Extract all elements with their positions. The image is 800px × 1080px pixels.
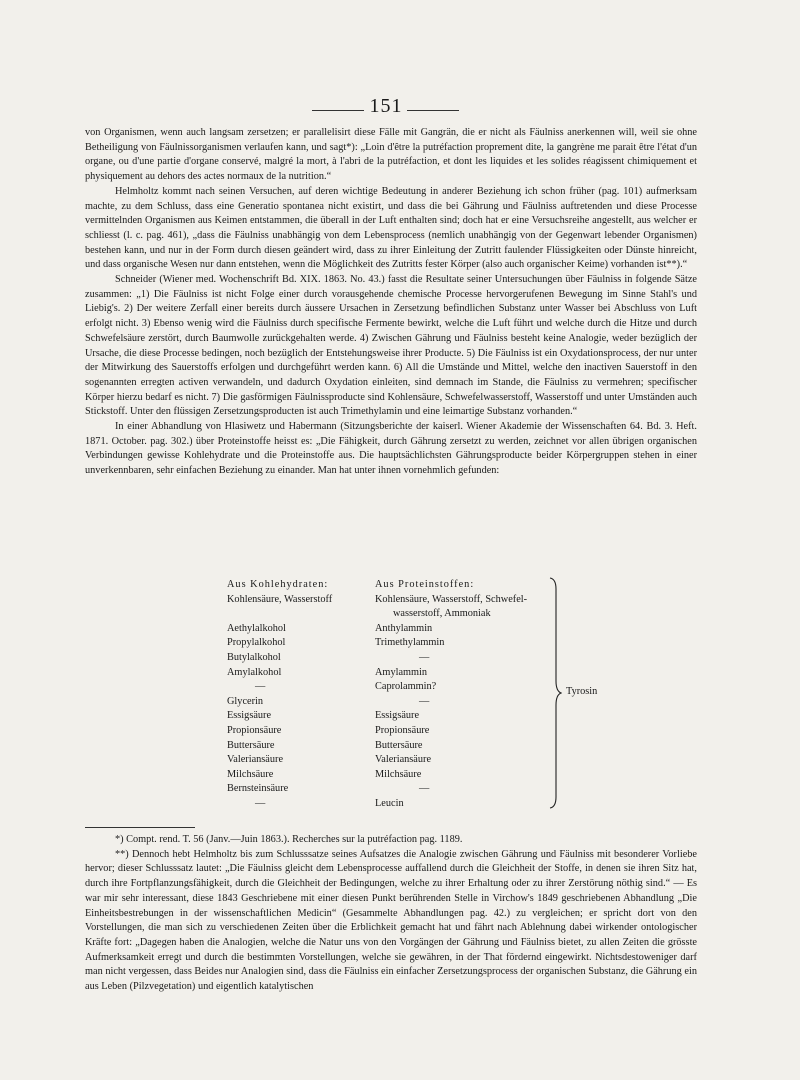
table-column-carbohydrates	[227, 578, 377, 812]
paragraph-2: Helmholtz kommt nach seinen Versuchen, auf deren wichtige Bedeutung in anderer Beziehung ich schon früher (pag. 101) aufmerksam machte, zu dem Schluss, dass eine Generatio spontanea nicht existirt, und dass die bei Gährung und Fäulniss auftretenden und diese Processe vermittelnden Organismen aus Keimen entstammen, die überall in der Luft enthalten sind; doch hat er eine Versuchsreihe angestellt, aus welcher er schliesst (l. c. pag. 461), „dass die Fäulniss unabhängig von dem Lebensprocess (nemlich unabhängig von der Gegenwart lebender Organismen) bestehen kann, und nur in der Form durch diesen geändert wird, dass zu ihrer Einleitung der Zutritt faulender Flüssigkeiten oder Dünste hinreicht, und dass organische Wesen nur dann entstehen, wenn die Möglichkeit des Zutritts fester Körper (also auch organischer Keime) vorhanden ist**).“	[85, 185, 697, 271]
table-cell: Propionsäure	[375, 724, 430, 736]
table-cell: —	[419, 651, 430, 663]
table-cell: Aethylalkohol	[227, 622, 286, 634]
table-cell: Milchsäure	[227, 768, 274, 780]
table-cell: —	[419, 695, 430, 707]
table-cell: Glycerin	[227, 695, 264, 707]
bracket-label: Tyrosin	[566, 686, 598, 697]
table-cell: Butylalkohol	[227, 651, 281, 663]
table-column-proteins	[375, 578, 545, 812]
footnote-rule	[85, 827, 195, 828]
table-cell: Essigsäure	[375, 710, 420, 722]
table-cell: Valeriansäure	[227, 754, 284, 766]
column-header: Aus Kohlehydraten:	[227, 579, 329, 590]
table-cell: Trimethylammin	[375, 637, 445, 649]
table-cell: Kohlensäure, Wasserstoff, Schwefel-	[375, 593, 528, 605]
table-cell: Caprolammin?	[375, 681, 437, 693]
table-cell: Propionsäure	[227, 724, 282, 736]
header-rule-left	[312, 110, 364, 111]
table-cell: Buttersäure	[375, 739, 423, 751]
column-header: Aus Proteinstoffen:	[375, 579, 475, 590]
table-cell: wasserstoff, Ammoniak	[393, 608, 491, 620]
table-cell	[227, 607, 377, 622]
body-text	[85, 126, 697, 479]
footnotes	[85, 833, 697, 995]
paragraph-3: Schneider (Wiener med. Wochenschrift Bd. XIX. 1863. No. 43.) fasst die Resultate seiner Untersuchungen über Fäulniss in folgende Sätze zusammen: „1) Die Fäulniss ist nicht Folge einer durch vorausgehende chemische Processe hervorgerufenen Bewegung im Sinne Stahl's und Liebig's. 2) Der weitere Zerfall einer bereits durch äussere Ursachen in Zersetzung befindlichen Substanz unter Wasser bei Abschluss von Luft erfolgt nicht. 3) Ebenso wenig wird die Fäulniss durch specifische Fermente bewirkt, welche die Luft führt und welche durch die Hitze und durch Schwefelsäure zerstört, durch Baumwolle zurückgehalten werde. 4) Zwischen Gährung und Fäulniss besteht keine Analogie, weder bezüglich der Ursache, die diese Processe bedingen, noch bezüglich der Entstehungsweise ihrer Producte. 5) Die Fäulniss ist ein Oxydationsprocess, der nur unter der Mitwirkung des Sauerstoffs erfolgen und durchgeführt werden kann. 6) All die Umstände und Mittel, welche den inactiven Sauerstoff in den sogenannten erregten activen verwandeln, und dadurch Oxydation einleiten, sind demnach im Stande, die Fäulniss zu vermehren; specifischer Körper hierzu bedarf es nicht. 7) Die gasförmigen Fäulnissproducte sind Kohlensäure, Schwefelwasserstoff, Wasserstoff und unter Umständen auch Stickstoff. Unter den flüssigen Zersetzungsproducten ist auch Trimethylamin und eine leimartige Substanz vorhanden.“	[85, 274, 697, 418]
table-bracket	[548, 577, 562, 809]
table-cell: Valeriansäure	[375, 754, 432, 766]
table-cell: —	[255, 681, 266, 693]
table-cell: —	[255, 797, 266, 809]
table-cell: Amylalkohol	[227, 666, 282, 678]
table-cell: Propylalkohol	[227, 637, 286, 649]
table-cell: Leucin	[375, 797, 404, 809]
table-cell: —	[419, 783, 430, 795]
table-cell: Anthylammin	[375, 622, 433, 634]
paragraph-1: von Organismen, wenn auch langsam zersetzen; er parallelisirt diese Fälle mit Gangrän, die er nicht als Fäulniss anerkennen will, weil sie ohne Betheiligung von Fäulnissorganismen verlaufen kann, und sagt*): „Loin d'être la putréfaction proprement dite, la gangrène me parait être l'état d'un organe, ou d'une partie d'organe conservé, malgré la mort, à l'abri de la putréfaction, et dont les liquides et les solides réagissent chimiquement et physiquement au dehors des actes normaux de la nutrition.“	[85, 127, 697, 183]
footnote-2: **) Dennoch hebt Helmholtz bis zum Schlusssatze seines Aufsatzes die Analogie zwischen Gährung und Fäulniss mit besonderer Vorliebe hervor; dieser Schlusssatz lautet: „Die Fäulniss gleicht dem Lebensprocesse auffallend durch die Gleichheit der Stoffe, in denen sie ihren Sitz hat, durch ihre Fortpflanzungsfähigkeit, durch die Gleichheit der Bedingungen, welche zu ihrer Erhaltung oder zu ihrer Zerstörung nöthig sind.“ — Es war mir sehr interessant, diese 1843 Geschriebene mit einer diesen Punkt berührenden Stelle in Virchow's 1849 geschriebenen Abhandlung „Die Einheitsbestrebungen in der wissenschaftlichen Medicin“ (Gesammelte Abhandlungen pag. 42.) zu vergleichen; er spricht dort von den Vorstellungen, die man sich zu verschiedenen Zeiten über die Erblichkeit gemacht hat und fährt nach Ablehnung dabei wirkender ontologischer Kräfte fort: „Dagegen haben die Analogien, welche die Natur uns von den Vorgängen der Gährung und Fäulniss bietet, zu allen Zeiten die grösste Aufmerksamkeit erregt und durch die bestimmten Vorstellungen, welche sie gewähren, in der That fördernd eingewirkt. Nichtsdestoweniger darf man nicht vergessen, dass Beides nur Analogien sind, dass die Fäulniss ein einfacher Zersetzungsprocess der organischen Substanz, die Gährung ein aus Leben (Pilzvegetation) und eigentlich katalytischen	[85, 848, 697, 993]
table-cell: Bernsteinsäure	[227, 783, 289, 795]
page-header	[0, 93, 800, 123]
table-cell: Buttersäure	[227, 739, 275, 751]
table-cell: Kohlensäure, Wasserstoff	[227, 593, 333, 605]
header-rule-right	[407, 110, 459, 111]
table-cell: Milchsäure	[375, 768, 422, 780]
table-cell: Amylammin	[375, 666, 428, 678]
table-cell: Essigsäure	[227, 710, 272, 722]
page-number: 151	[369, 95, 403, 117]
paragraph-4: In einer Abhandlung von Hlasiwetz und Habermann (Sitzungsberichte der kaiserl. Wiener Akademie der Wissenschaften 64. Bd. 3. Heft. 1871. October. pag. 302.) über Proteinstoffe heisst es: „Die Fähigkeit, durch Gährung zersetzt zu werden, zeichnet vor allen übrigen organischen Verbindungen gewisse Kohlehydrate und die Proteinstoffe aus. Die hauptsächlichsten Gährungsproducte beider Körpergruppen stehen in einer unverkennbaren, sehr einfachen Beziehung zu einander. Man hat unter ihnen vornehmlich gefunden:	[85, 421, 697, 477]
footnote-1: *) Compt. rend. T. 56 (Janv.—Juin 1863.). Recherches sur la putréfaction pag. 1189.	[115, 834, 463, 845]
